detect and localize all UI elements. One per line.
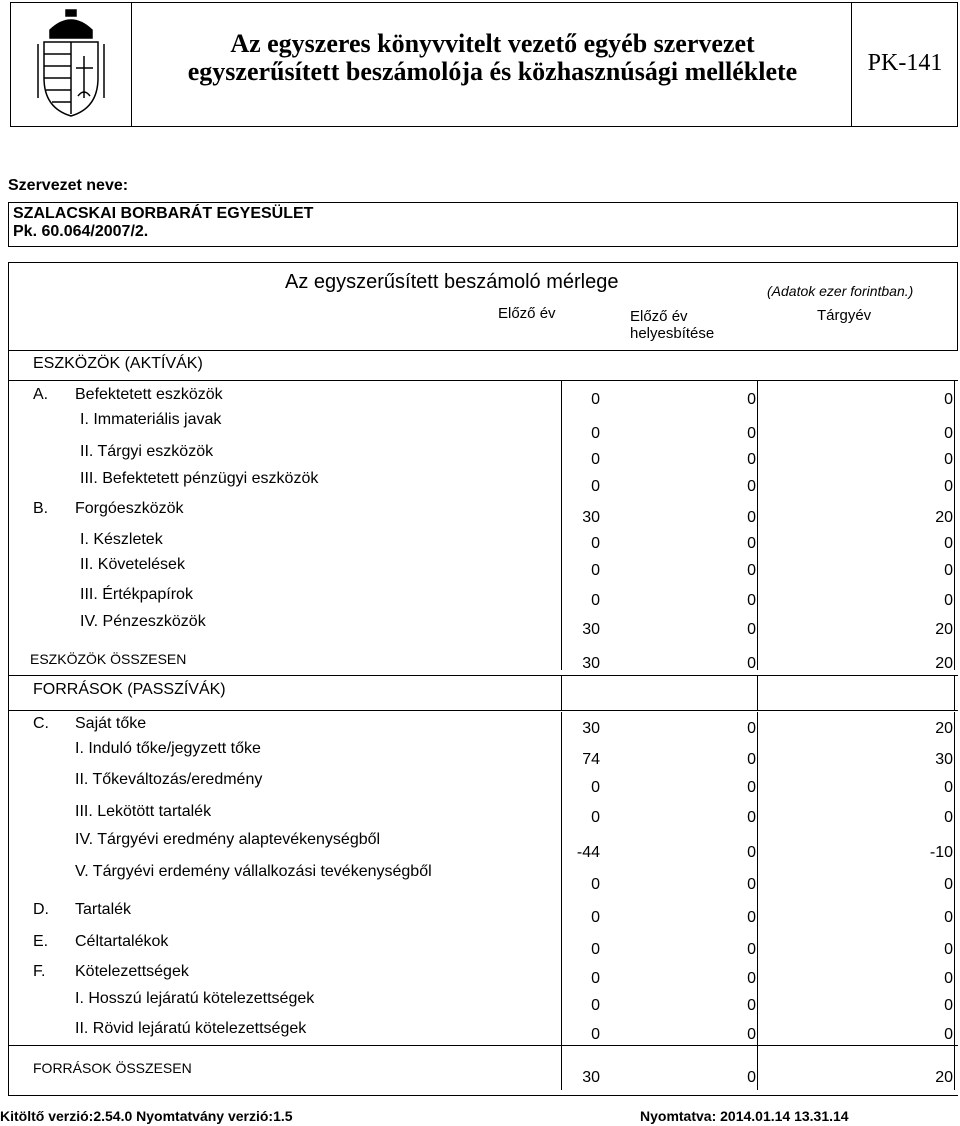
grid-line bbox=[954, 380, 955, 670]
row-value-v1: 0 bbox=[591, 1026, 600, 1043]
row-label: I. Készletek bbox=[80, 531, 163, 548]
grid-line bbox=[561, 380, 562, 670]
row-value-v2: 0 bbox=[747, 1026, 756, 1043]
row-label: ESZKÖZÖK ÖSSZESEN bbox=[30, 651, 187, 667]
row-value-v3: 0 bbox=[944, 997, 953, 1014]
coat-of-arms-icon bbox=[36, 8, 106, 120]
column-header-current: Tárgyév bbox=[817, 307, 872, 324]
grid-line bbox=[8, 380, 958, 381]
row-label: I. Hosszú lejáratú kötelezettségek bbox=[75, 990, 315, 1007]
row-value-v1: 74 bbox=[582, 751, 600, 768]
row-value-v3: 0 bbox=[944, 562, 953, 579]
organization-registry: Pk. 60.064/2007/2. bbox=[13, 223, 149, 240]
grid-line bbox=[8, 350, 958, 351]
row-letter: F. bbox=[33, 963, 46, 980]
row-value-v1: 30 bbox=[582, 720, 600, 737]
grid-line bbox=[757, 712, 758, 1090]
row-value-v2: 0 bbox=[747, 809, 756, 826]
row-value-v2: 0 bbox=[747, 997, 756, 1014]
row-value-v2: 0 bbox=[747, 941, 756, 958]
row-value-v2: 0 bbox=[747, 562, 756, 579]
row-value-v1: 0 bbox=[591, 941, 600, 958]
row-value-v2: 0 bbox=[747, 391, 756, 408]
row-letter: B. bbox=[33, 500, 49, 517]
row-label: FORRÁSOK ÖSSZESEN bbox=[33, 1060, 192, 1076]
row-label: IV. Tárgyévi eredmény alaptevékenységből bbox=[75, 831, 381, 848]
grid-line bbox=[8, 351, 9, 1095]
grid-line bbox=[957, 304, 958, 350]
row-value-v2: 0 bbox=[747, 621, 756, 638]
row-value-v1: 0 bbox=[591, 478, 600, 495]
row-label: III. Befektetett pénzügyi eszközök bbox=[80, 470, 319, 487]
row-value-v1: 0 bbox=[591, 970, 600, 987]
row-value-v2: 0 bbox=[747, 909, 756, 926]
row-value-v1: 0 bbox=[591, 535, 600, 552]
grid-line bbox=[561, 675, 562, 710]
grid-line bbox=[757, 675, 758, 710]
row-value-v3: 20 bbox=[935, 720, 953, 737]
row-value-v2: 0 bbox=[747, 1069, 756, 1086]
row-value-v1: 0 bbox=[591, 909, 600, 926]
row-label: IV. Pénzeszközök bbox=[80, 613, 206, 630]
row-label: Kötelezettségek bbox=[75, 963, 189, 980]
title-line: egyszerűsített beszámolója és közhasznúsági melléklete bbox=[187, 57, 798, 86]
row-value-v3: 0 bbox=[944, 941, 953, 958]
row-value-v2: 0 bbox=[747, 592, 756, 609]
row-label: II. Tőkeváltozás/eredmény bbox=[75, 771, 263, 788]
row-letter: A. bbox=[33, 386, 49, 403]
row-value-v2: 0 bbox=[747, 535, 756, 552]
row-value-v3: 0 bbox=[944, 876, 953, 893]
row-value-v2: 0 bbox=[747, 720, 756, 737]
row-letter: C. bbox=[33, 715, 49, 732]
column-header-prev: Előző év bbox=[498, 305, 556, 322]
column-header-prev-adj bbox=[630, 308, 714, 342]
row-letter: E. bbox=[33, 933, 49, 950]
row-value-v3: 0 bbox=[944, 391, 953, 408]
row-value-v2: 0 bbox=[747, 509, 756, 526]
row-value-v2: 0 bbox=[747, 844, 756, 861]
row-value-v3: 0 bbox=[944, 425, 953, 442]
row-value-v2: 0 bbox=[747, 970, 756, 987]
form-code: PK-141 bbox=[867, 50, 943, 76]
row-value-v1: 0 bbox=[591, 391, 600, 408]
row-value-v1: 0 bbox=[591, 779, 600, 796]
assets-heading: ESZKÖZÖK (AKTÍVÁK) bbox=[33, 355, 203, 372]
grid-line bbox=[954, 712, 955, 1090]
row-value-v3: -10 bbox=[929, 844, 953, 861]
grid-line bbox=[8, 710, 958, 711]
grid-line bbox=[8, 1045, 958, 1046]
organization-name: SZALACSKAI BORBARÁT EGYESÜLET bbox=[13, 205, 314, 222]
row-label: Céltartalékok bbox=[75, 933, 169, 950]
column-header-line: Előző év bbox=[630, 308, 688, 325]
footer-printed: Nyomtatva: 2014.01.14 13.31.14 bbox=[640, 1108, 849, 1124]
row-value-v1: 0 bbox=[591, 562, 600, 579]
row-value-v3: 0 bbox=[944, 535, 953, 552]
row-value-v1: 0 bbox=[591, 425, 600, 442]
grid-line bbox=[8, 675, 958, 676]
row-label: Forgóeszközök bbox=[75, 500, 184, 517]
row-label: Saját tőke bbox=[75, 715, 147, 732]
row-label: Tartalék bbox=[75, 901, 132, 918]
row-value-v3: 0 bbox=[944, 1026, 953, 1043]
organization-label: Szervezet neve: bbox=[8, 177, 129, 194]
row-value-v3: 0 bbox=[944, 970, 953, 987]
row-value-v3: 0 bbox=[944, 451, 953, 468]
row-label: I. Immateriális javak bbox=[80, 411, 222, 428]
row-value-v3: 20 bbox=[935, 509, 953, 526]
grid-line bbox=[561, 712, 562, 1090]
row-value-v1: 0 bbox=[591, 451, 600, 468]
row-label: FORRÁSOK (PASSZÍVÁK) bbox=[33, 681, 226, 698]
row-label: III. Lekötött tartalék bbox=[75, 803, 212, 820]
column-header-line: helyesbítése bbox=[630, 325, 715, 342]
row-label: Befektetett eszközök bbox=[75, 386, 223, 403]
row-letter: D. bbox=[33, 901, 49, 918]
row-value-v1: 30 bbox=[582, 1069, 600, 1086]
row-value-v3: 0 bbox=[944, 478, 953, 495]
row-value-v1: 0 bbox=[591, 997, 600, 1014]
row-value-v3: 0 bbox=[944, 592, 953, 609]
row-value-v1: 30 bbox=[582, 655, 600, 672]
grid-line bbox=[8, 1095, 958, 1096]
row-label: II. Tárgyi eszközök bbox=[80, 443, 214, 460]
row-value-v3: 30 bbox=[935, 751, 953, 768]
row-value-v1: -44 bbox=[576, 844, 600, 861]
grid-line bbox=[8, 304, 9, 350]
row-value-v3: 0 bbox=[944, 809, 953, 826]
row-value-v1: 30 bbox=[582, 621, 600, 638]
row-value-v3: 20 bbox=[935, 655, 953, 672]
grid-line bbox=[757, 380, 758, 670]
row-value-v1: 0 bbox=[591, 876, 600, 893]
row-label: II. Rövid lejáratú kötelezettségek bbox=[75, 1020, 307, 1037]
row-value-v3: 20 bbox=[935, 1069, 953, 1086]
row-value-v2: 0 bbox=[747, 451, 756, 468]
row-label: I. Induló tőke/jegyzett tőke bbox=[75, 740, 261, 757]
row-value-v2: 0 bbox=[747, 425, 756, 442]
balance-title: Az egyszerűsített beszámoló mérlege bbox=[285, 271, 619, 293]
title-line: Az egyszeres könyvvitelt vezető egyéb szervezet bbox=[230, 29, 755, 58]
row-value-v1: 0 bbox=[591, 592, 600, 609]
header-divider bbox=[131, 2, 132, 127]
row-value-v2: 0 bbox=[747, 655, 756, 672]
row-label: III. Értékpapírok bbox=[80, 586, 193, 603]
unit-note: (Adatok ezer forintban.) bbox=[767, 283, 914, 299]
row-label: II. Követelések bbox=[80, 556, 185, 573]
row-value-v2: 0 bbox=[747, 751, 756, 768]
row-value-v2: 0 bbox=[747, 876, 756, 893]
row-value-v1: 0 bbox=[591, 809, 600, 826]
row-value-v2: 0 bbox=[747, 478, 756, 495]
row-value-v3: 0 bbox=[944, 909, 953, 926]
row-value-v3: 20 bbox=[935, 621, 953, 638]
row-label: V. Tárgyévi erdemény vállalkozási tevékenységből bbox=[75, 863, 432, 880]
footer-version: Kitöltő verzió:2.54.0 Nyomtatvány verzió:1.5 bbox=[0, 1108, 293, 1124]
row-value-v3: 0 bbox=[944, 779, 953, 796]
grid-line bbox=[954, 675, 955, 710]
row-value-v2: 0 bbox=[747, 779, 756, 796]
row-value-v1: 30 bbox=[582, 509, 600, 526]
document-title bbox=[140, 30, 845, 86]
